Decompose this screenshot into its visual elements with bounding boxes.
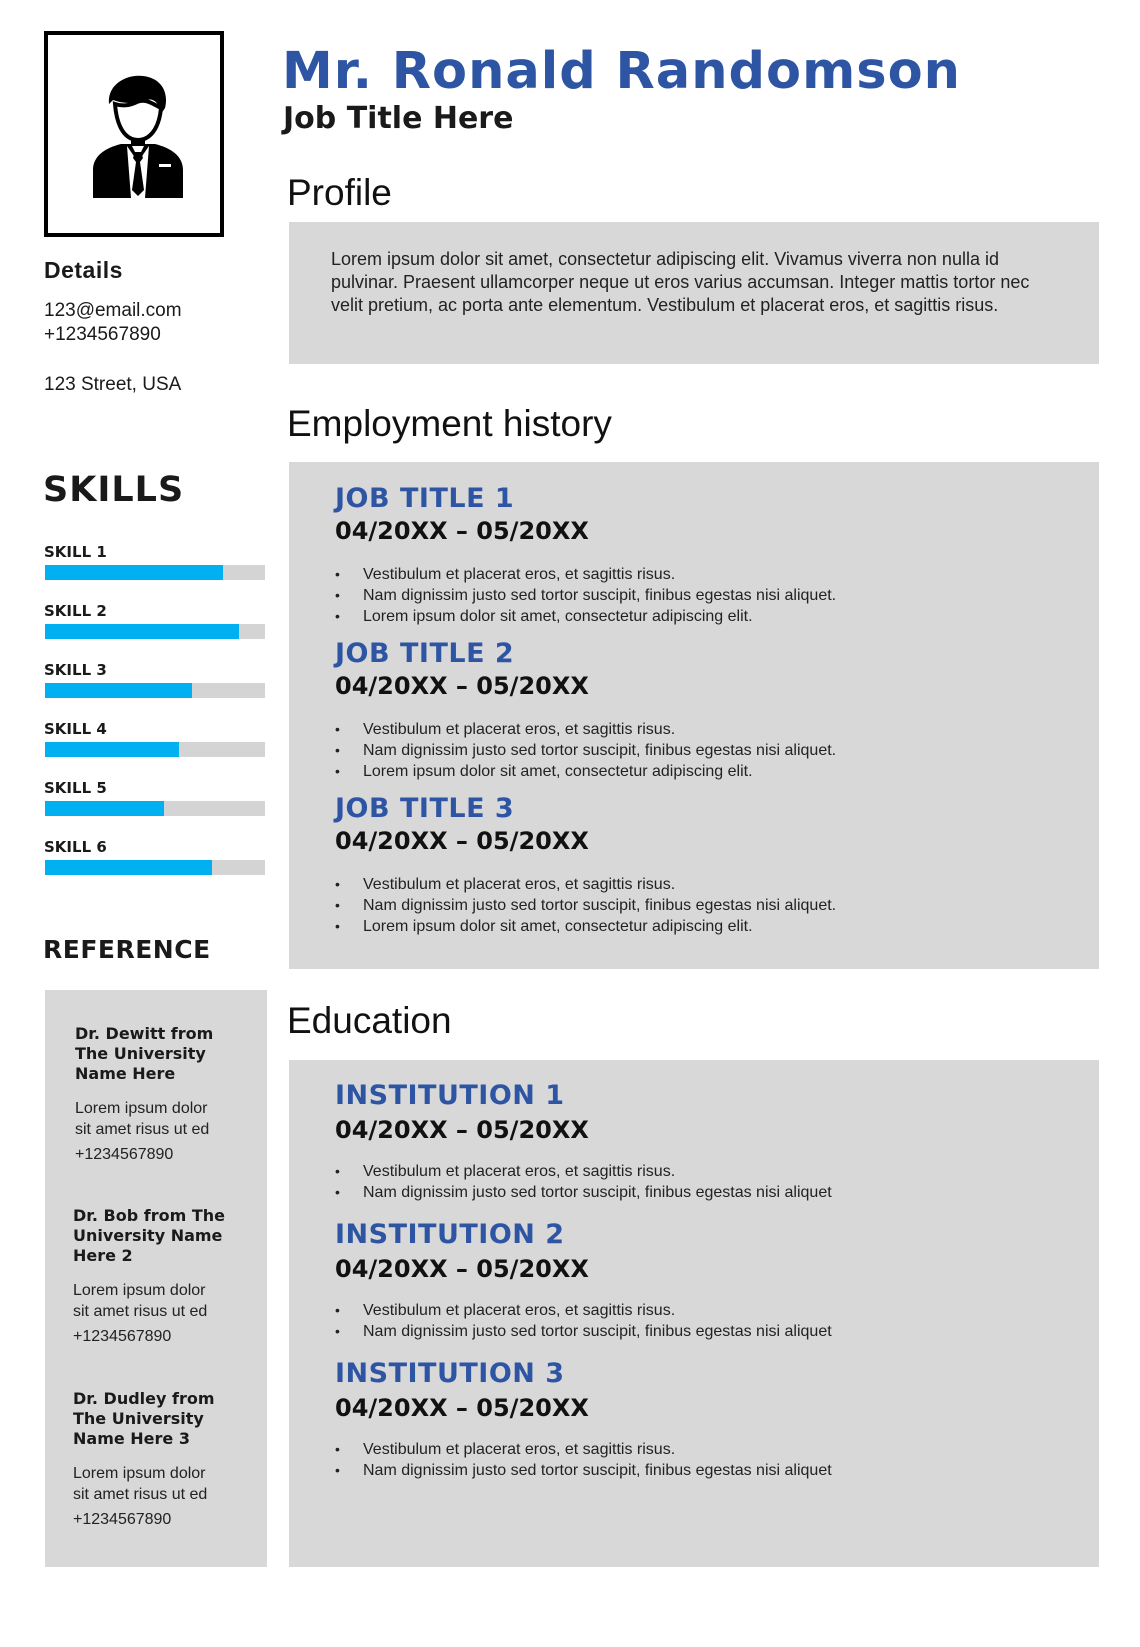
bullet-item: • Nam dignissim justo sed tortor suscipit, finibus egestas nisi aliquet bbox=[335, 1182, 832, 1203]
skill-bar-fill bbox=[45, 860, 212, 875]
skill-bar-track bbox=[45, 860, 265, 875]
skill-label: SKILL 4 bbox=[44, 720, 107, 738]
employment-heading: Employment history bbox=[287, 403, 612, 444]
skill-label: SKILL 1 bbox=[44, 543, 107, 561]
reference-phone: +1234567890 bbox=[75, 1146, 174, 1163]
bullet-item: • Vestibulum et placerat eros, et sagittis risus. bbox=[335, 1161, 832, 1182]
institution-title: INSTITUTION 2 bbox=[335, 1219, 565, 1250]
bullet-item: • Lorem ipsum dolor sit amet, consectetur adipiscing elit. bbox=[335, 761, 836, 782]
skill-bar-fill bbox=[45, 801, 164, 816]
institution-dates: 04/20XX – 05/20XX bbox=[335, 1255, 589, 1283]
bullet-item: • Vestibulum et placerat eros, et sagittis risus. bbox=[335, 719, 836, 740]
institution-bullets bbox=[335, 1439, 832, 1481]
bullet-item: • Vestibulum et placerat eros, et sagittis risus. bbox=[335, 564, 836, 585]
job-title: JOB TITLE 2 bbox=[335, 638, 515, 669]
job-dates: 04/20XX – 05/20XX bbox=[335, 672, 589, 700]
employment-panel bbox=[289, 462, 1099, 969]
bullet-item: • Vestibulum et placerat eros, et sagittis risus. bbox=[335, 1300, 832, 1321]
institution-bullets bbox=[335, 1161, 832, 1203]
profile-text: Lorem ipsum dolor sit amet, consectetur adipiscing elit. Vivamus viverra non nulla id pulvinar. Praesent ullamcorper neque ut eros varius accumsan. Integer mattis tortor nec velit pretium, ac porta ante elementum. Vestibulum et placerat eros, et sagittis risus. bbox=[331, 249, 1030, 315]
skills-heading: SKILLS bbox=[43, 470, 185, 510]
candidate-name: Mr. Ronald Randomson bbox=[282, 42, 961, 101]
job-dates: 04/20XX – 05/20XX bbox=[335, 827, 589, 855]
bullet-item: • Vestibulum et placerat eros, et sagittis risus. bbox=[335, 874, 836, 895]
profile-heading: Profile bbox=[287, 172, 392, 213]
reference-description: Lorem ipsum dolor sit amet risus ut ed bbox=[75, 1100, 210, 1138]
skill-bar-fill bbox=[45, 683, 192, 698]
details-heading: Details bbox=[44, 257, 123, 283]
profile-panel bbox=[289, 222, 1099, 364]
institution-bullets bbox=[335, 1300, 832, 1342]
reference-description: Lorem ipsum dolor sit amet risus ut ed bbox=[73, 1282, 208, 1320]
candidate-job-title: Job Title Here bbox=[283, 101, 514, 136]
reference-name: Dr. Dudley from The University Name Here 3 bbox=[73, 1389, 215, 1448]
institution-title: INSTITUTION 1 bbox=[335, 1080, 565, 1111]
skill-bar-track bbox=[45, 801, 265, 816]
skill-label: SKILL 6 bbox=[44, 838, 107, 856]
skill-label: SKILL 5 bbox=[44, 779, 107, 797]
bullet-item: • Vestibulum et placerat eros, et sagittis risus. bbox=[335, 1439, 832, 1460]
skill-bar-track bbox=[45, 683, 265, 698]
skill-label: SKILL 2 bbox=[44, 602, 107, 620]
bullet-item: • Nam dignissim justo sed tortor suscipit, finibus egestas nisi aliquet. bbox=[335, 895, 836, 916]
skill-bar-track bbox=[45, 742, 265, 757]
skill-bar-track bbox=[45, 624, 265, 639]
reference-phone: +1234567890 bbox=[73, 1511, 172, 1528]
reference-description: Lorem ipsum dolor sit amet risus ut ed bbox=[73, 1465, 208, 1503]
bullet-item: • Lorem ipsum dolor sit amet, consectetur adipiscing elit. bbox=[335, 606, 836, 627]
bullet-item: • Lorem ipsum dolor sit amet, consectetur adipiscing elit. bbox=[335, 916, 836, 937]
details-phone: +1234567890 bbox=[44, 324, 161, 345]
skill-bar-fill bbox=[45, 624, 239, 639]
skill-bar-fill bbox=[45, 742, 179, 757]
job-bullets bbox=[335, 874, 836, 937]
reference-heading: REFERENCE bbox=[43, 935, 211, 964]
skill-bar-fill bbox=[45, 565, 223, 580]
job-title: JOB TITLE 1 bbox=[335, 483, 515, 514]
skill-label: SKILL 3 bbox=[44, 661, 107, 679]
education-panel bbox=[289, 1060, 1099, 1567]
reference-phone: +1234567890 bbox=[73, 1328, 172, 1345]
institution-dates: 04/20XX – 05/20XX bbox=[335, 1394, 589, 1422]
institution-dates: 04/20XX – 05/20XX bbox=[335, 1116, 589, 1144]
job-bullets bbox=[335, 564, 836, 627]
details-address: 123 Street, USA bbox=[44, 374, 182, 395]
profile-photo-frame bbox=[44, 31, 224, 237]
job-dates: 04/20XX – 05/20XX bbox=[335, 517, 589, 545]
reference-name: Dr. Dewitt from The University Name Here bbox=[75, 1024, 214, 1083]
person-avatar-icon bbox=[87, 74, 189, 198]
job-title: JOB TITLE 3 bbox=[335, 793, 515, 824]
reference-panel bbox=[45, 990, 267, 1567]
bullet-item: • Nam dignissim justo sed tortor suscipit, finibus egestas nisi aliquet. bbox=[335, 585, 836, 606]
job-bullets bbox=[335, 719, 836, 782]
details-email: 123@email.com bbox=[44, 300, 182, 321]
bullet-item: • Nam dignissim justo sed tortor suscipit, finibus egestas nisi aliquet bbox=[335, 1321, 832, 1342]
bullet-item: • Nam dignissim justo sed tortor suscipit, finibus egestas nisi aliquet. bbox=[335, 740, 836, 761]
education-heading: Education bbox=[287, 1000, 452, 1041]
reference-name: Dr. Bob from The University Name Here 2 bbox=[73, 1206, 225, 1265]
bullet-item: • Nam dignissim justo sed tortor suscipit, finibus egestas nisi aliquet bbox=[335, 1460, 832, 1481]
skill-bar-track bbox=[45, 565, 265, 580]
institution-title: INSTITUTION 3 bbox=[335, 1358, 565, 1389]
